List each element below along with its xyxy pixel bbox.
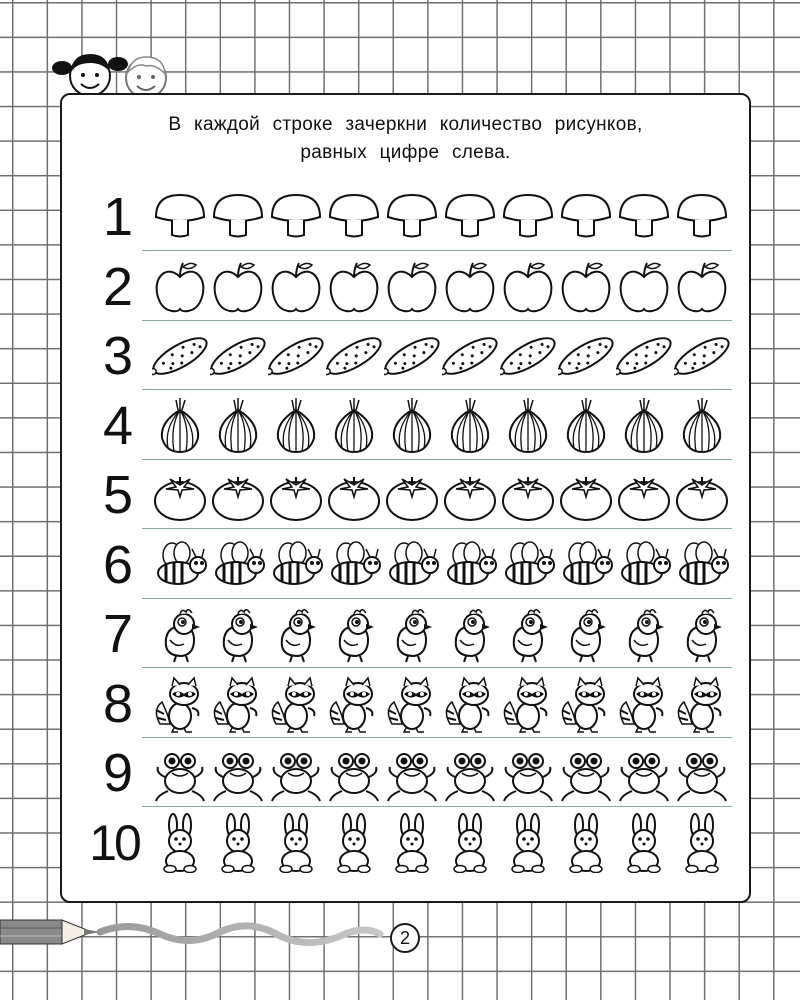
- counting-row-8: [62, 670, 749, 738]
- row-number: 7: [102, 604, 134, 664]
- row-divider: [142, 389, 732, 390]
- row-pictures: [152, 531, 732, 599]
- bunny-icon[interactable]: [326, 813, 382, 873]
- bunny-icon[interactable]: [674, 813, 730, 873]
- tomato-icon[interactable]: [442, 465, 498, 525]
- cucumber-icon[interactable]: [442, 326, 498, 386]
- mushroom-icon[interactable]: [268, 187, 324, 247]
- row-pictures: [152, 322, 732, 390]
- onion-icon[interactable]: [500, 396, 556, 456]
- row-divider: [142, 320, 732, 321]
- chick-icon[interactable]: [616, 604, 672, 664]
- bunny-icon[interactable]: [268, 813, 324, 873]
- apple-icon[interactable]: [616, 257, 672, 317]
- cucumber-icon[interactable]: [326, 326, 382, 386]
- counting-row-1: [62, 183, 749, 251]
- chick-icon[interactable]: [384, 604, 440, 664]
- row-pictures: [152, 809, 732, 877]
- mushroom-icon[interactable]: [558, 187, 614, 247]
- onion-icon[interactable]: [616, 396, 672, 456]
- mushroom-icon[interactable]: [442, 187, 498, 247]
- bunny-icon[interactable]: [152, 813, 208, 873]
- row-number: 10: [89, 814, 139, 871]
- cucumber-icon[interactable]: [268, 326, 324, 386]
- counting-row-10: [62, 809, 749, 877]
- row-divider: [142, 806, 732, 807]
- chick-icon[interactable]: [210, 604, 266, 664]
- cucumber-icon[interactable]: [500, 326, 556, 386]
- counting-row-7: [62, 600, 749, 668]
- bee-icon[interactable]: [442, 535, 498, 595]
- counting-row-6: [62, 531, 749, 599]
- onion-icon[interactable]: [674, 396, 730, 456]
- raccoon-icon[interactable]: [616, 674, 672, 734]
- onion-icon[interactable]: [384, 396, 440, 456]
- tomato-icon[interactable]: [616, 465, 672, 525]
- row-number: 9: [102, 743, 134, 803]
- mushroom-icon[interactable]: [674, 187, 730, 247]
- apple-icon[interactable]: [152, 257, 208, 317]
- tomato-icon[interactable]: [384, 465, 440, 525]
- row-pictures: [152, 392, 732, 460]
- tomato-icon[interactable]: [210, 465, 266, 525]
- frog-icon[interactable]: [326, 743, 382, 803]
- apple-icon[interactable]: [384, 257, 440, 317]
- onion-icon[interactable]: [268, 396, 324, 456]
- apple-icon[interactable]: [674, 257, 730, 317]
- frog-icon[interactable]: [268, 743, 324, 803]
- frog-icon[interactable]: [558, 743, 614, 803]
- apple-icon[interactable]: [268, 257, 324, 317]
- row-number: 4: [102, 395, 134, 456]
- raccoon-icon[interactable]: [326, 674, 382, 734]
- bee-icon[interactable]: [616, 535, 672, 595]
- row-pictures: [152, 183, 732, 251]
- counting-row-4: [62, 392, 749, 460]
- raccoon-icon[interactable]: [500, 674, 556, 734]
- row-number: 2: [102, 256, 134, 317]
- bee-icon[interactable]: [558, 535, 614, 595]
- chick-icon[interactable]: [268, 604, 324, 664]
- bunny-icon[interactable]: [616, 813, 672, 873]
- onion-icon[interactable]: [152, 396, 208, 456]
- raccoon-icon[interactable]: [674, 674, 730, 734]
- page-number: 2: [390, 923, 420, 953]
- bunny-icon[interactable]: [500, 813, 556, 873]
- apple-icon[interactable]: [442, 257, 498, 317]
- chick-icon[interactable]: [500, 604, 556, 664]
- frog-icon[interactable]: [210, 743, 266, 803]
- cucumber-icon[interactable]: [616, 326, 672, 386]
- counting-row-2: [62, 253, 749, 321]
- counting-row-3: [62, 322, 749, 390]
- tomato-icon[interactable]: [326, 465, 382, 525]
- tomato-icon[interactable]: [674, 465, 730, 525]
- frog-icon[interactable]: [442, 743, 498, 803]
- mushroom-icon[interactable]: [326, 187, 382, 247]
- bunny-icon[interactable]: [384, 813, 440, 873]
- apple-icon[interactable]: [326, 257, 382, 317]
- row-number: 6: [102, 534, 134, 595]
- bee-icon[interactable]: [674, 535, 730, 595]
- apple-icon[interactable]: [500, 257, 556, 317]
- mushroom-icon[interactable]: [384, 187, 440, 247]
- pencil-icon: [0, 910, 390, 960]
- cucumber-icon[interactable]: [384, 326, 440, 386]
- row-number: 8: [102, 673, 134, 734]
- frog-icon[interactable]: [674, 743, 730, 803]
- row-number: 1: [102, 187, 134, 247]
- cucumber-icon[interactable]: [210, 326, 266, 386]
- row-divider: [142, 598, 732, 599]
- bee-icon[interactable]: [384, 535, 440, 595]
- instruction-line-1: В каждой строке зачеркни количество рисунков,: [168, 114, 643, 135]
- row-divider: [142, 528, 732, 529]
- bee-icon[interactable]: [326, 535, 382, 595]
- mushroom-icon[interactable]: [500, 187, 556, 247]
- raccoon-icon[interactable]: [558, 674, 614, 734]
- row-divider: [142, 250, 732, 251]
- onion-icon[interactable]: [326, 396, 382, 456]
- tomato-icon[interactable]: [558, 465, 614, 525]
- cucumber-icon[interactable]: [152, 326, 208, 386]
- bee-icon[interactable]: [500, 535, 556, 595]
- mushroom-icon[interactable]: [210, 187, 266, 247]
- chick-icon[interactable]: [558, 604, 614, 664]
- frog-icon[interactable]: [152, 743, 208, 803]
- instruction-text: [62, 111, 749, 167]
- chick-icon[interactable]: [442, 604, 498, 664]
- row-divider: [142, 459, 732, 460]
- raccoon-icon[interactable]: [210, 674, 266, 734]
- onion-icon[interactable]: [558, 396, 614, 456]
- row-divider: [142, 667, 732, 668]
- row-pictures: [152, 600, 732, 668]
- raccoon-icon[interactable]: [384, 674, 440, 734]
- row-number: 5: [102, 465, 134, 525]
- chick-icon[interactable]: [674, 604, 730, 664]
- row-pictures: [152, 670, 732, 738]
- frog-icon[interactable]: [500, 743, 556, 803]
- raccoon-icon[interactable]: [152, 674, 208, 734]
- row-divider: [142, 737, 732, 738]
- tomato-icon[interactable]: [500, 465, 556, 525]
- bee-icon[interactable]: [268, 535, 324, 595]
- onion-icon[interactable]: [442, 396, 498, 456]
- row-number: 3: [102, 326, 134, 386]
- raccoon-icon[interactable]: [268, 674, 324, 734]
- bee-icon[interactable]: [210, 535, 266, 595]
- frog-icon[interactable]: [384, 743, 440, 803]
- bunny-icon[interactable]: [442, 813, 498, 873]
- instruction-line-2: равных цифре слева.: [300, 142, 511, 163]
- cucumber-icon[interactable]: [674, 326, 730, 386]
- tomato-icon[interactable]: [152, 465, 208, 525]
- tomato-icon[interactable]: [268, 465, 324, 525]
- bunny-icon[interactable]: [210, 813, 266, 873]
- frog-icon[interactable]: [616, 743, 672, 803]
- bee-icon[interactable]: [152, 535, 208, 595]
- apple-icon[interactable]: [558, 257, 614, 317]
- bunny-icon[interactable]: [558, 813, 614, 873]
- mushroom-icon[interactable]: [152, 187, 208, 247]
- row-pictures: [152, 253, 732, 321]
- row-pictures: [152, 739, 732, 807]
- apple-icon[interactable]: [210, 257, 266, 317]
- worksheet-card: [60, 93, 751, 903]
- chick-icon[interactable]: [326, 604, 382, 664]
- raccoon-icon[interactable]: [442, 674, 498, 734]
- chick-icon[interactable]: [152, 604, 208, 664]
- mushroom-icon[interactable]: [616, 187, 672, 247]
- counting-row-9: [62, 739, 749, 807]
- counting-row-5: [62, 461, 749, 529]
- cucumber-icon[interactable]: [558, 326, 614, 386]
- row-pictures: [152, 461, 732, 529]
- onion-icon[interactable]: [210, 396, 266, 456]
